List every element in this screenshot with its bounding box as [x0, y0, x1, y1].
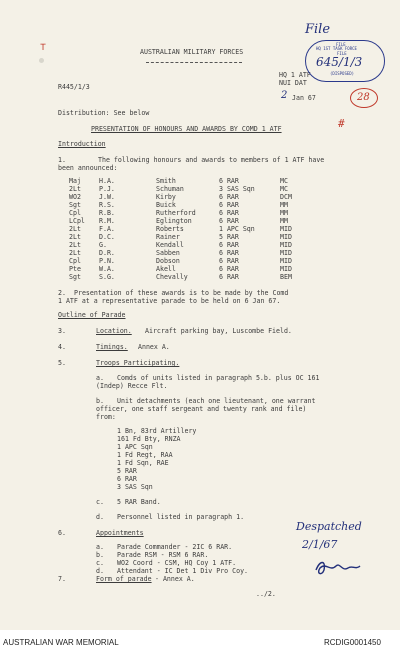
subject-heading: PRESENTATION OF HONOURS AND AWARDS BY COMD 1 ATF — [91, 125, 282, 133]
para-7-number: 7. — [58, 575, 66, 583]
para-3-number: 3. — [58, 327, 66, 335]
award-surname: Chevally — [156, 273, 188, 281]
award-unit: 6 RAR — [219, 177, 239, 185]
award-initials: F.A. — [99, 225, 115, 233]
para-2-line-1: Presentation of these awards is to be made by the Comd — [74, 289, 289, 297]
para-5c-text: 5 RAR Band. — [117, 498, 161, 506]
para-5a-letter: a. — [96, 374, 104, 382]
para-5a-line-2: (Indep) Recce Flt. — [96, 382, 168, 390]
award-unit: 6 RAR — [219, 249, 239, 257]
date-day-handwritten: 2 — [281, 90, 288, 101]
award-rank: Maj — [69, 177, 81, 185]
para-4-number: 4. — [58, 343, 66, 351]
para-5c-letter: c. — [96, 498, 104, 506]
award-unit: 6 RAR — [219, 265, 239, 273]
award-surname: Sabben — [156, 249, 180, 257]
unit-list-item: 3 SAS Sqn — [117, 483, 153, 491]
award-type: MC — [280, 177, 288, 185]
stamp-line-2: HQ 1ST TASK FORCE — [316, 46, 357, 51]
para-1-number: 1. — [58, 156, 66, 164]
award-unit: 6 RAR — [219, 257, 239, 265]
handwritten-file: File — [305, 22, 331, 37]
award-initials: H.A. — [99, 177, 115, 185]
award-initials: W.A. — [99, 265, 115, 273]
award-rank: 2Lt — [69, 185, 81, 193]
award-unit: 3 SAS Sqn — [219, 185, 255, 193]
appointment-text: WO2 Coord - CSM, HQ Coy 1 ATF. — [117, 559, 237, 567]
stamp-file-number: 645/1/3 — [316, 55, 363, 69]
award-surname: Buick — [156, 201, 176, 209]
award-surname: Rutherford — [156, 209, 196, 217]
appointment-text: Attendant - IC Det 1 Div Pro Coy. — [117, 567, 249, 575]
award-initials: P.N. — [99, 257, 115, 265]
appointment-text: Parade RSM - RSM 6 RAR. — [117, 551, 209, 559]
award-initials: S.G. — [99, 273, 115, 281]
award-initials: D.R. — [99, 249, 115, 257]
para-7-label: Form of parade — [96, 575, 152, 583]
award-type: MM — [280, 201, 288, 209]
award-type: MID — [280, 233, 292, 241]
para-5-number: 5. — [58, 359, 66, 367]
stamp-line-5: (DISPOSED) — [330, 71, 355, 76]
para-5a-line-1: Comds of units listed in paragraph 5.b. plus OC 161 — [117, 374, 320, 382]
footer-record-id: RCDIG0001450 — [324, 638, 381, 647]
para-3-label: Location. — [96, 327, 132, 335]
archive-footer — [0, 630, 400, 653]
award-initials: G. — [99, 241, 107, 249]
award-surname: Akell — [156, 265, 176, 273]
unit-list-item: 1 Bn, 83rd Artillery — [117, 427, 197, 435]
award-rank: LCpl — [69, 217, 85, 225]
title-rule — [146, 62, 242, 63]
para-3-text: Aircraft parking bay, Luscombe Field. — [145, 327, 292, 335]
para-5d-letter: d. — [96, 513, 104, 521]
hq-line-1: HQ 1 ATF — [279, 71, 311, 79]
unit-list-item: 161 Fd Bty, RNZA — [117, 435, 181, 443]
award-rank: Sgt — [69, 273, 81, 281]
award-type: MID — [280, 249, 292, 257]
award-surname: Schuman — [156, 185, 184, 193]
award-type: MM — [280, 209, 288, 217]
section-heading-appointments: Appointments — [96, 529, 144, 537]
award-unit: 1 APC Sqn — [219, 225, 255, 233]
award-surname: Roberts — [156, 225, 184, 233]
award-type: MID — [280, 265, 292, 273]
stamp-line-1: FILE — [336, 42, 346, 47]
handwritten-despatch-date: 2/1/67 — [302, 538, 338, 551]
para-5b-line-1: Unit detachments (each one lieutenant, one warrant — [117, 397, 316, 405]
red-corner-mark: ⊤ — [40, 42, 47, 53]
award-type: MM — [280, 217, 288, 225]
unit-list-item: 1 Fd Regt, RAA — [117, 451, 173, 459]
para-1-line-2: been announced: — [58, 164, 118, 172]
award-initials: J.W. — [99, 193, 115, 201]
award-rank: 2Lt — [69, 225, 81, 233]
award-initials: R.S. — [99, 201, 115, 209]
award-rank: 2Lt — [69, 241, 81, 249]
award-type: MID — [280, 225, 292, 233]
handwritten-initials — [312, 556, 362, 578]
award-surname: Rainer — [156, 233, 180, 241]
document-date: Jan 67 — [292, 94, 316, 102]
appointment-letter: c. — [96, 559, 104, 567]
hq-line-2: NUI DAT — [279, 79, 307, 87]
award-unit: 6 RAR — [219, 193, 239, 201]
award-initials: R.B. — [99, 209, 115, 217]
para-5-label: Troops Participating. — [96, 359, 180, 367]
para-5b-line-3: from: — [96, 413, 116, 421]
stamp-line-3: FILE — [337, 51, 347, 56]
handwritten-despatched: Despatched — [296, 520, 362, 533]
appointment-letter: d. — [96, 567, 104, 575]
red-hash-mark: # — [338, 117, 345, 130]
award-surname: Smith — [156, 177, 176, 185]
award-initials: R.M. — [99, 217, 115, 225]
award-type: MC — [280, 185, 288, 193]
folio-number: 28 — [357, 92, 370, 103]
footer-archive-name: AUSTRALIAN WAR MEMORIAL — [3, 638, 119, 647]
appointment-letter: b. — [96, 551, 104, 559]
award-surname: Dobson — [156, 257, 180, 265]
award-unit: 6 RAR — [219, 273, 239, 281]
page-continuation: ../2. — [256, 590, 276, 598]
para-5b-line-2: officer, one staff sergeant and twenty rank and file) — [96, 405, 307, 413]
file-reference: R445/1/3 — [58, 83, 90, 91]
award-unit: 6 RAR — [219, 209, 239, 217]
award-initials: P.J. — [99, 185, 115, 193]
award-type: BEM — [280, 273, 292, 281]
award-unit: 6 RAR — [219, 201, 239, 209]
award-rank: Sgt — [69, 201, 81, 209]
section-heading-introduction: Introduction — [58, 140, 106, 148]
folio-circle — [350, 88, 378, 108]
award-unit: 6 RAR — [219, 217, 239, 225]
award-surname: Kendall — [156, 241, 184, 249]
award-type: MID — [280, 241, 292, 249]
para-1-line-1: The following honours and awards to members of 1 ATF have — [98, 156, 325, 164]
award-unit: 6 RAR — [219, 241, 239, 249]
unit-list-item: 1 APC Sqn — [117, 443, 153, 451]
award-surname: Kirby — [156, 193, 176, 201]
award-surname: Eglington — [156, 217, 192, 225]
section-heading-outline: Outline of Parade — [58, 311, 126, 319]
award-rank: 2Lt — [69, 249, 81, 257]
para-4-text: Annex A. — [138, 343, 170, 351]
file-stamp — [305, 40, 385, 82]
para-2-number: 2. — [58, 289, 66, 297]
unit-list-item: 5 RAR — [117, 467, 137, 475]
para-4-label: Timings. — [96, 343, 128, 351]
para-2-line-2: 1 ATF at a representative parade to be held on 6 Jan 67. — [58, 297, 281, 305]
award-type: DCM — [280, 193, 292, 201]
award-unit: 5 RAR — [219, 233, 239, 241]
award-initials: D.C. — [99, 233, 115, 241]
punch-hole — [39, 58, 44, 63]
award-rank: Pte — [69, 265, 81, 273]
award-type: MID — [280, 257, 292, 265]
appointment-letter: a. — [96, 543, 104, 551]
para-5b-letter: b. — [96, 397, 104, 405]
para-6-number: 6. — [58, 529, 66, 537]
para-5d-text: Personnel listed in paragraph 1. — [117, 513, 245, 521]
unit-list-item: 6 RAR — [117, 475, 137, 483]
document-title: AUSTRALIAN MILITARY FORCES — [140, 48, 244, 56]
award-rank: 2Lt — [69, 233, 81, 241]
para-7-text: - Annex A. — [155, 575, 195, 583]
award-rank: WO2 — [69, 193, 81, 201]
distribution-line: Distribution: See below — [58, 109, 150, 117]
unit-list-item: 1 Fd Sqn, RAE — [117, 459, 169, 467]
award-rank: Cpl — [69, 209, 81, 217]
award-rank: Cpl — [69, 257, 81, 265]
appointment-text: Parade Commander - 2IC 6 RAR. — [117, 543, 233, 551]
